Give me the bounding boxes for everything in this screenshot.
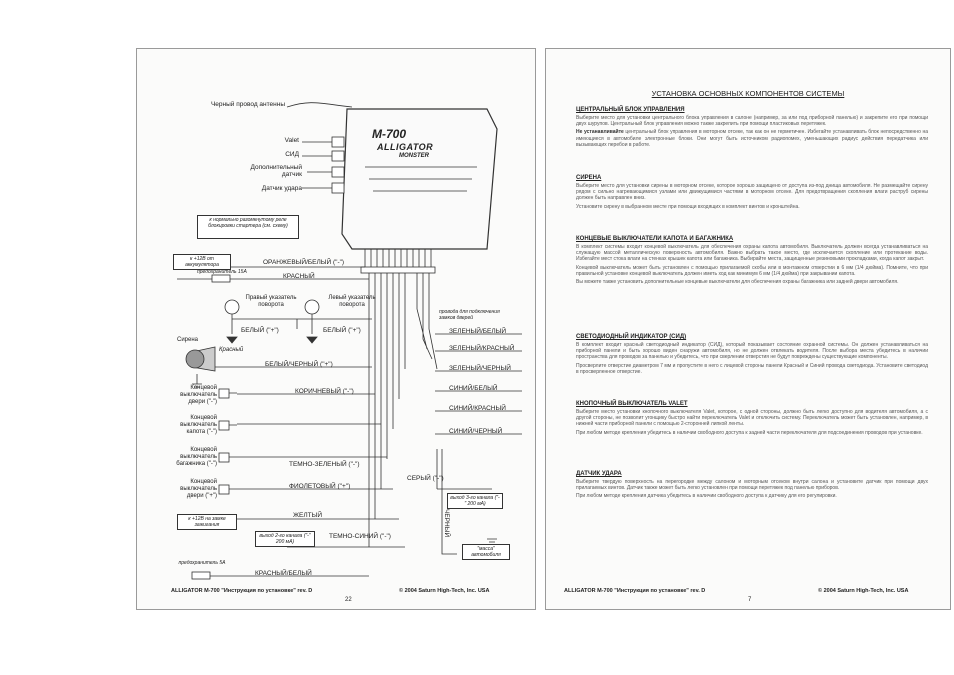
wire-black: ЧЕРНЫЙ	[443, 509, 450, 538]
logo-brand: ALLIGATOR	[377, 142, 434, 152]
fuse15-label: предохранитель 15А	[197, 269, 247, 275]
left-footer-copyright: © 2004 Saturn High-Tech, Inc. USA	[399, 588, 490, 594]
shock-sensor-label: Датчик удара	[261, 185, 302, 192]
section-led	[576, 334, 928, 377]
paragraph: Вы можете также установить дополнительные концевые выключатели для обеспечения охраны багажника или задней двери автомобиля.	[576, 279, 899, 286]
white-plus-left: БЕЛЫЙ ("+")	[323, 327, 361, 334]
paragraph: Просверлите отверстие диаметром 7 мм и пропустите в него с лицевой стороны панели Красный и Синий провода светодиода. Установите светодиод в просверленное отверстие.	[576, 362, 928, 375]
section-control-unit	[576, 107, 928, 150]
wire-red: КРАСНЫЙ	[283, 273, 315, 280]
wire-green-black: ЗЕЛЕНЫЙ/ЧЕРНЫЙ	[449, 365, 511, 372]
door-switch-pos-label: Концевой выключатель двери ("+")	[180, 479, 217, 499]
hood-switch-label: Концевой выключатель капота ("-")	[180, 415, 217, 435]
paragraph: Выберите место для установки центрального блока управления в салоне (например, за или под приборной панелью) и закрепите его при помощи двух шурупов. Центральный блок управления можно также закрепить при помощи пластиковых перетяжек.	[576, 115, 928, 128]
section-heading: СВЕТОДИОДНЫЙ ИНДИКАТОР (СИД)	[576, 334, 687, 340]
right-turn-label: Правый указатель поворота	[245, 295, 297, 308]
valet-label: Valet	[284, 137, 299, 144]
channel3-box: выход 3-го канала ("-" 200 мА)	[447, 493, 503, 509]
right-page-instructions	[545, 48, 951, 610]
section-valet	[576, 401, 928, 438]
section-siren	[576, 175, 928, 212]
fuse5-label: предохранитель 5А	[178, 560, 226, 566]
section-hood-switches	[576, 236, 928, 287]
starter-relay-note: к нормально разомкнутому реле блокировки стартера (см. схему)	[197, 215, 299, 239]
wire-green-white: ЗЕЛЕНЫЙ/БЕЛЫЙ	[449, 328, 507, 335]
wire-orange-white: ОРАНЖЕВЫЙ/БЕЛЫЙ ("-")	[263, 259, 345, 266]
wire-dark-green: ТЕМНО-ЗЕЛЕНЫЙ ("-")	[289, 461, 360, 468]
paragraph: В комплект входит красный светодиодный индикатор (СИД), который показывает состояние охранной системы. Он должен устанавливаться на приборной панели и быть хорошо виден снаружи автомобиля, но не должен отвлекать водителя. После выбора места убедитесь в наличии пространства для проводов за панелью и убедитесь, что при сверлении отверстия не будут повреждены существующие компоненты.	[576, 342, 928, 361]
wire-dark-blue: ТЕМНО-СИНИЙ ("-")	[329, 533, 391, 540]
wire-gray: СЕРЫЙ ("-")	[407, 475, 444, 482]
paragraph: Установите сирену в выбранном месте при помощи входящих в комплект винтов и кронштейна.	[576, 203, 800, 210]
white-plus-right: БЕЛЫЙ ("+")	[241, 327, 279, 334]
logo-sub: MONSTER	[399, 153, 429, 159]
section-shock-sensor	[576, 471, 928, 502]
door-lock-wires-note: провода для подключения замков дверей	[439, 309, 500, 321]
left-page-number: 22	[345, 597, 352, 603]
mass-box: "масса" автомобиля	[462, 544, 510, 560]
led-label: СИД	[285, 151, 299, 158]
wire-yellow: ЖЕЛТЫЙ	[293, 512, 322, 519]
wire-red-white: КРАСНЫЙ/БЕЛЫЙ	[255, 570, 312, 577]
door-switch-neg-label: Концевой выключатель двери ("-")	[180, 385, 217, 405]
wire-violet: ФИОЛЕТОВЫЙ ("+")	[289, 483, 351, 490]
left-turn-label: Левый указатель поворота	[328, 295, 376, 308]
paragraph: При любом методе крепления убедитесь в наличии свободного доступа к задней части переключателя для подсоединения проводов при установке.	[576, 429, 923, 436]
extra-sensor-label: Дополнительный датчик	[250, 164, 302, 178]
paragraph: Концевой выключатель может быть установлен с помощью прилагаемой скобы или в монтажном отверстии в 6 мм (1/4 дюйма). Помните, что при правильной установке концевой выключатель должен иметь ход как минимум 6 мм (1/4 дюйма) при закрывании капота.	[576, 264, 928, 277]
paragraph: Выберите твердую поверхность на перегородке между салоном и моторным отсеком внутри салона и установите датчик при помощи двух прилагаемых винтов. Датчик также может быть легко установлен при помощи перетяжек под панелью приборов.	[576, 479, 928, 492]
page-title: УСТАНОВКА ОСНОВНЫХ КОМПОНЕНТОВ СИСТЕМЫ	[651, 89, 845, 98]
battery-box: к +12В от аккумулятора	[173, 254, 231, 270]
trunk-switch-label: Концевой выключатель багажника ("-")	[176, 447, 217, 467]
left-footer: ALLIGATOR M-700 "Инструкция по установке" rev. D	[171, 588, 313, 594]
siren-label: Сирена	[177, 337, 199, 343]
section-heading: КНОПОЧНЫЙ ВЫКЛЮЧАТЕЛЬ VALET	[576, 401, 688, 407]
paragraph: При любом методе крепления датчика убедитесь в наличии свободного доступа к датчику для его регулировки.	[576, 493, 837, 500]
section-heading: ЦЕНТРАЛЬНЫЙ БЛОК УПРАВЛЕНИЯ	[576, 107, 685, 113]
wire-brown: КОРИЧНЕВЫЙ ("-")	[295, 388, 354, 395]
channel2-box: выход 2-го канала ("-" 200 мА)	[255, 531, 315, 547]
paragraph: Выберите место для установки сирены в моторном отсеке, которое хорошо защищено от доступа из-под днища автомобиля. Не размещайте сирену рядом с сильно нагревающимися узлами или движущимися частями в моторном отсеке. Для предотвращения скопления влаги раструб сирены должен быть направлен вниз.	[576, 183, 928, 202]
section-heading: КОНЦЕВЫЕ ВЫКЛЮЧАТЕЛИ КАПОТА И БАГАЖНИКА	[576, 236, 734, 242]
wire-blue-black: СИНИЙ/ЧЕРНЫЙ	[449, 428, 503, 435]
right-footer: ALLIGATOR M-700 "Инструкция по установке" rev. D	[564, 588, 706, 594]
section-heading: СИРЕНА	[576, 175, 602, 181]
right-footer-copyright: © 2004 Saturn High-Tech, Inc. USA	[818, 588, 909, 594]
wire-green-red: ЗЕЛЕНЫЙ/КРАСНЫЙ	[449, 345, 515, 352]
paragraph: Выберите место установки кнопочного выключателя Valet, которое, с одной стороны, должно быть легко доступно для водителя автомобиля, а с другой стороны, не позволит угонщику быстро найти переключатель Valet и отключить систему. Переключатель может быть установлен, например, в нижней части приборной панели с помощью 2-сторонней липкой ленты.	[576, 409, 928, 428]
antenna-label: Черный провод антенны	[210, 101, 285, 108]
left-page-wiring-diagram	[136, 48, 536, 610]
paragraph: Не устанавливайте центральный блок управления в моторном отсеке, так как он не герметичен. Избегайте устанавливать блок непосредственно на имеющиеся в автомобиле электронные блоки. Они могут быть источником радиопомех, уменьшающих радиус действия передатчика или вызывающих перебои в работе.	[576, 129, 928, 148]
wire-blue-white: СИНИЙ/БЕЛЫЙ	[449, 385, 498, 392]
paragraph: В комплект системы входит концевой выключатель для обеспечения охраны капота автомобиля. Выключатель должен всегда устанавливаться на служащую массой металлическую поверхность автомобиля. Важно выбрать такое место, где исключается скопление или протекание воды. Избегайте мест стока влаги на стенках крышек капота или багажника. Выбирайте места, защищенные резиновыми прокладками, когда капот закрыт.	[576, 244, 928, 263]
wire-blue-red: СИНИЙ/КРАСНЫЙ	[449, 405, 506, 412]
ignition-box: к +12В на замке зажигания	[177, 514, 237, 530]
right-page-number: 7	[748, 597, 752, 603]
wire-white-black: БЕЛЫЙ/ЧЕРНЫЙ ("+")	[265, 361, 333, 368]
siren-red-label: Красный	[219, 347, 244, 353]
section-heading: ДАТЧИК УДАРА	[576, 471, 622, 477]
logo-model: M-700	[372, 127, 407, 141]
